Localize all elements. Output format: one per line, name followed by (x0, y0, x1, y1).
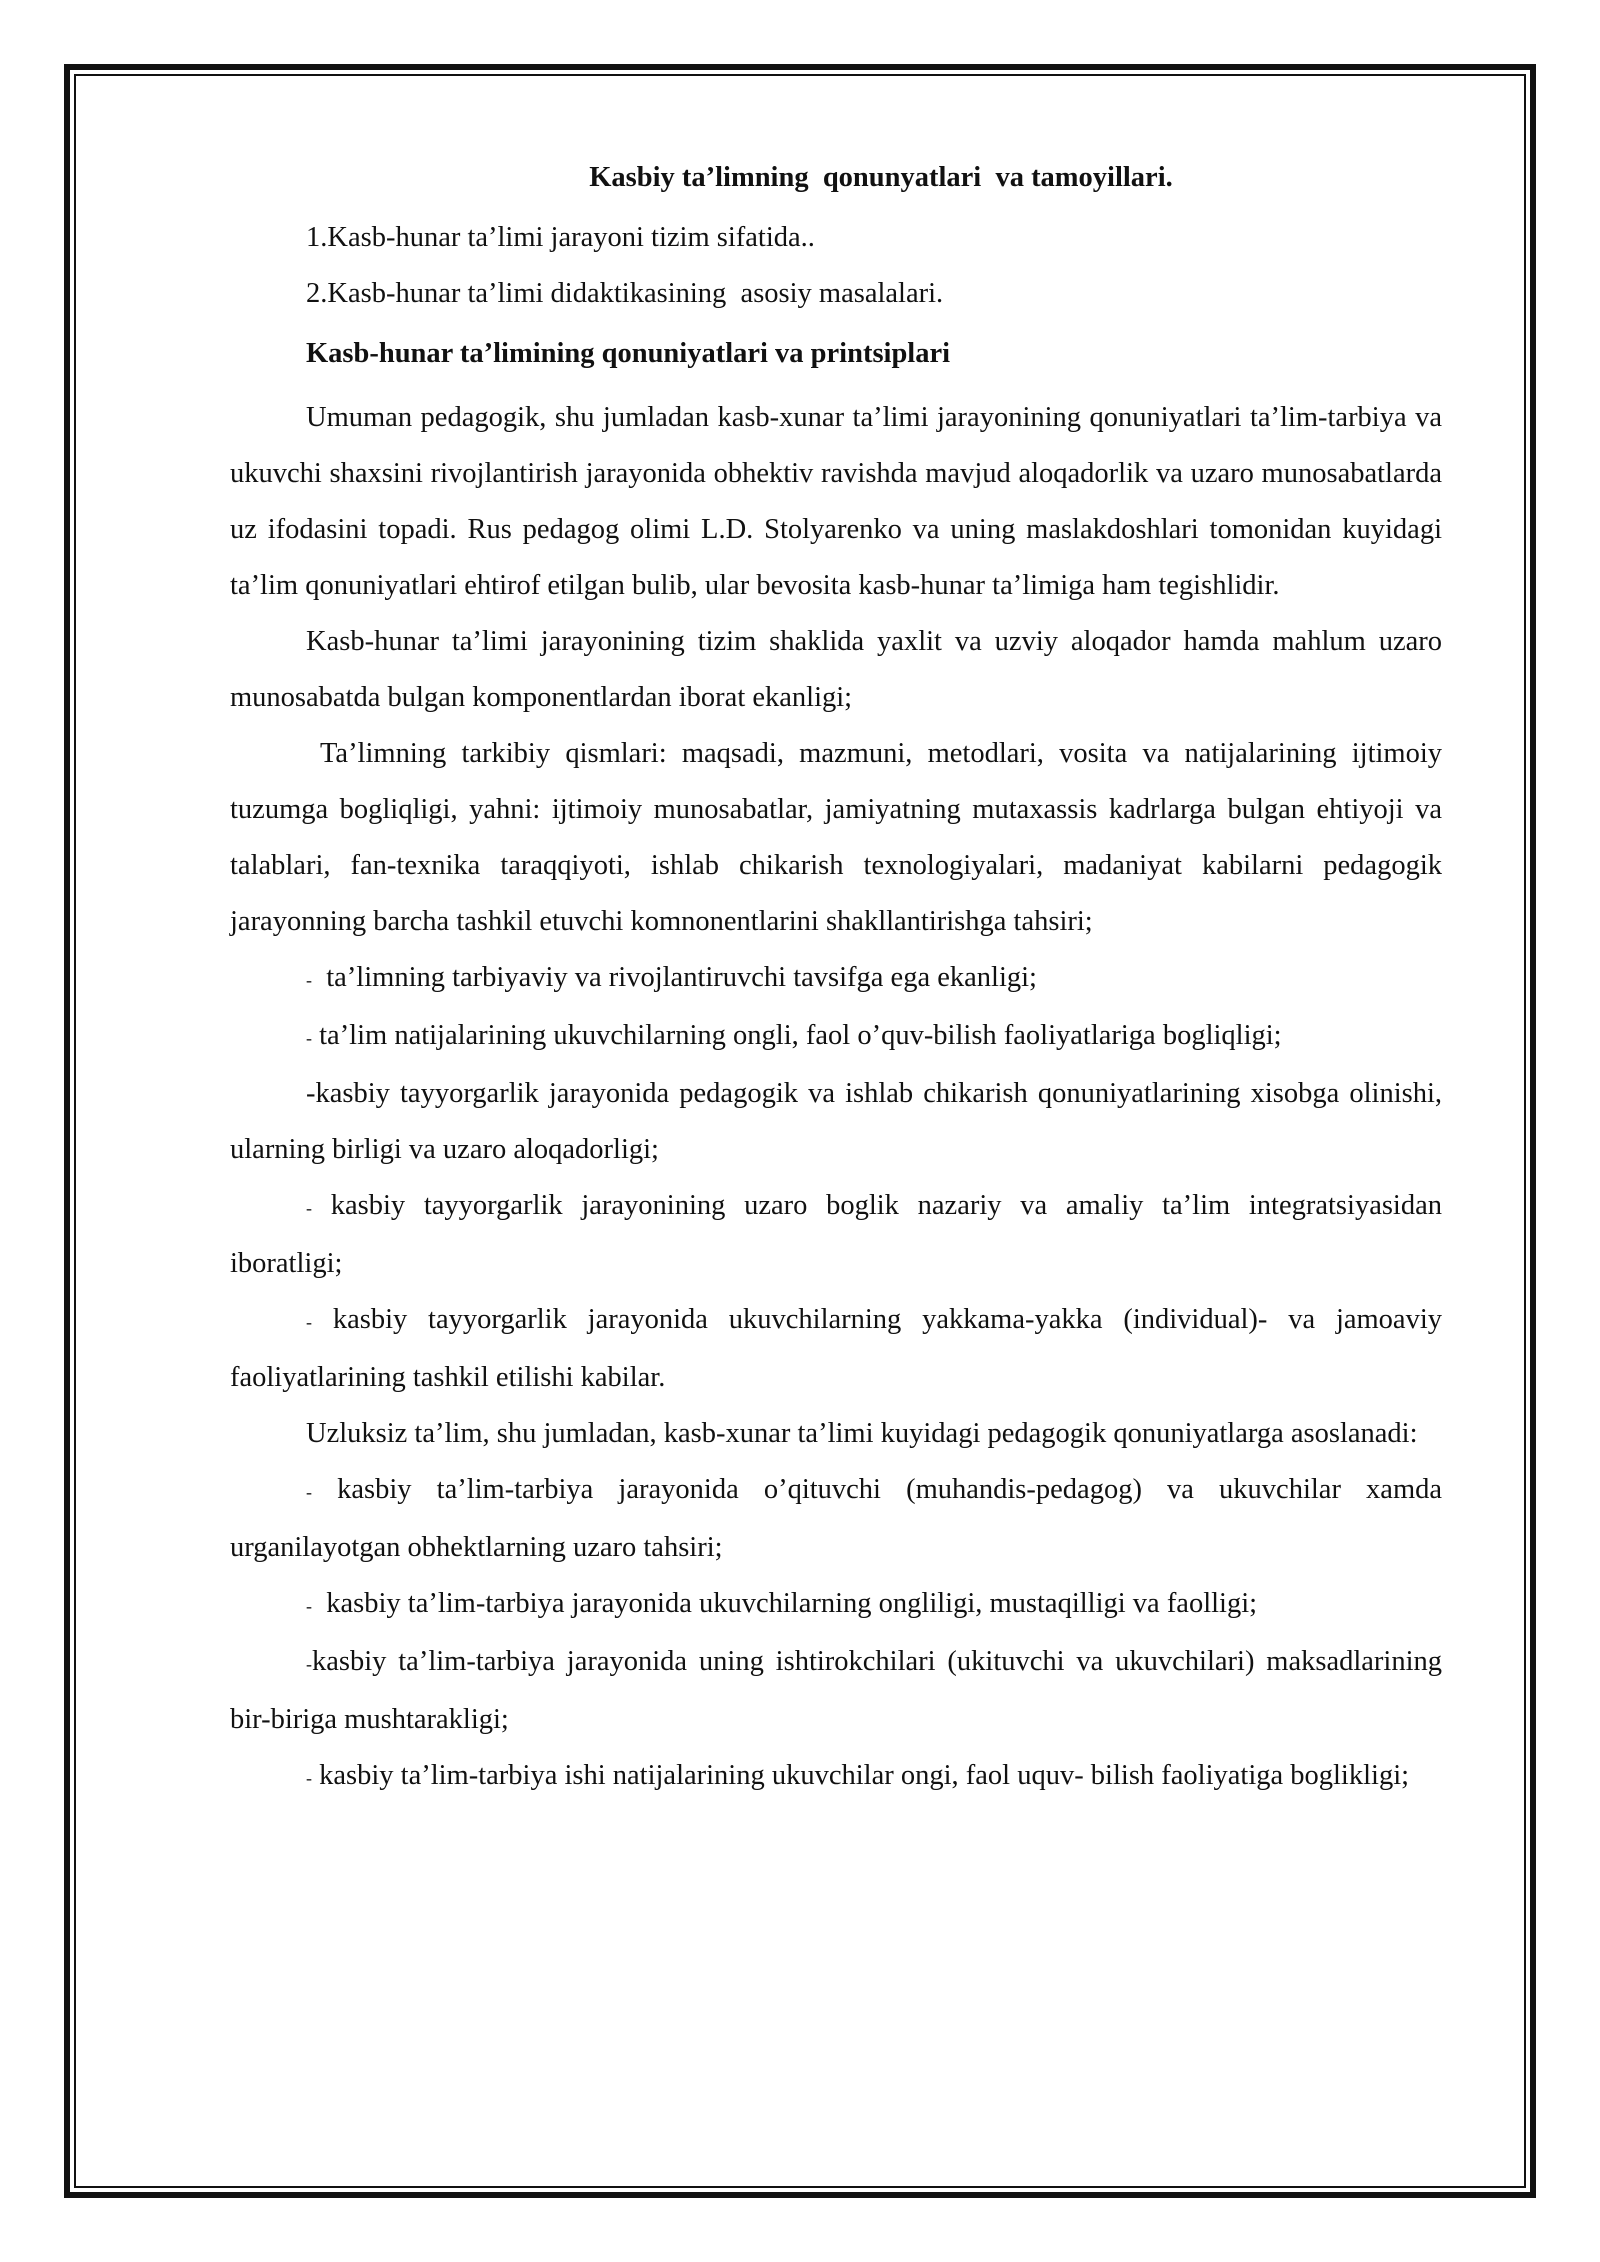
document-title: Kasbiy ta’limning qonunyatlari va tamoyillari. (589, 162, 1173, 193)
bullet-dash: - (306, 1028, 312, 1048)
paragraph: Umuman pedagogik, shu jumladan kasb-xunar ta’limi jarayonining qonuniyatlari ta’lim-tarbiya va ukuvchi shaxsini rivojlantirish jarayonida obhektiv ravishda mavjud aloqadorlik va uzaro munosabatlarda uz ifodasini topadi. Rus pedagog olimi L.D. Stolyarenko va uning maslakdoshlari tomonidan kuyidagi ta’lim qonuniyatlari ehtirof etilgan bulib, ular bevosita kasb-hunar ta’limiga ham tegishlidir. (230, 402, 1442, 601)
paragraph: -kasbiy tayyorgarlik jarayonida pedagogik va ishlab chikarish qonuniyatlarining xisobga olinishi, ularning birligi va uzaro aloqadorligi; (230, 1078, 1442, 1165)
list-item: - kasbiy tayyorgarlik jarayonining uzaro boglik nazariy va amaliy ta’lim integratsiyasidan iboratligi; (230, 1190, 1442, 1279)
list-item: - ta’lim natijalarining ukuvchilarning ongli, faol o’quv-bilish faoliyatlariga bogliqligi; (306, 1020, 1282, 1051)
bullet-dash: - (306, 1768, 312, 1788)
list-item: - kasbiy ta’lim-tarbiya ishi natijalarining ukuvchilar ongi, faol uquv- bilish faoliyatiga boglikligi; (306, 1760, 1410, 1791)
bullet-dash: - (306, 1482, 312, 1502)
list-item: - kasbiy ta’lim-tarbiya jarayonida ukuvchilarning ongliligi, mustaqilligi va faolligi; (306, 1588, 1258, 1619)
toc-item-1: 1.Kasb-hunar ta’limi jarayoni tizim sifatida.. (306, 222, 815, 253)
list-item: - kasbiy ta’lim-tarbiya jarayonida o’qituvchi (muhandis-pedagog) va ukuvchilar xamda urganilayotgan obhektlarning uzaro tahsiri; (230, 1474, 1443, 1563)
paragraph: Uzluksiz ta’lim, shu jumladan, kasb-xunar ta’limi kuyidagi pedagogik qonuniyatlarga asoslanadi: (306, 1418, 1418, 1449)
section-heading: Kasb-hunar ta’limining qonuniyatlari va printsiplari (306, 338, 951, 369)
paragraph: Kasb-hunar ta’limi jarayonining tizim shaklida yaxlit va uzviy aloqador hamda mahlum uzaro munosabatda bulgan komponentlardan iborat ekanligi; (230, 626, 1442, 713)
document-body (230, 150, 1442, 1806)
toc-item-2: 2.Kasb-hunar ta’limi didaktikasining asosiy masalalari. (306, 278, 944, 309)
list-item: -kasbiy ta’lim-tarbiya jarayonida uning ishtirokchilari (ukituvchi va ukuvchilari) maksadlarining bir-biriga mushtarakligi; (230, 1646, 1442, 1735)
paragraph: Ta’limning tarkibiy qismlari: maqsadi, mazmuni, metodlari, vosita va natijalarining ijtimoiy tuzumga bogliqligi, yahni: ijtimoiy munosabatlar, jamiyatning mutaxassis kadrlarga bulgan ehtiyoji va talablari, fan-texnika taraqqiyoti, ishlab chikarish texnologiyalari, madaniyat kabilarni pedagogik jarayonning barcha tashkil etuvchi komnonentlarini shakllantirishga tahsiri; (230, 738, 1442, 937)
list-item: - ta’limning tarbiyaviy va rivojlantiruvchi tavsifga ega ekanligi; (306, 962, 1037, 993)
bullet-dash: - (306, 1654, 312, 1674)
bullet-dash: - (306, 1596, 312, 1616)
bullet-dash: - (306, 1312, 312, 1332)
bullet-dash: - (306, 1198, 312, 1218)
list-item: - kasbiy tayyorgarlik jarayonida ukuvchilarning yakkama-yakka (individual)- va jamoaviy faoliyatlarining tashkil etilishi kabilar. (230, 1304, 1443, 1393)
bullet-dash: - (306, 970, 312, 990)
